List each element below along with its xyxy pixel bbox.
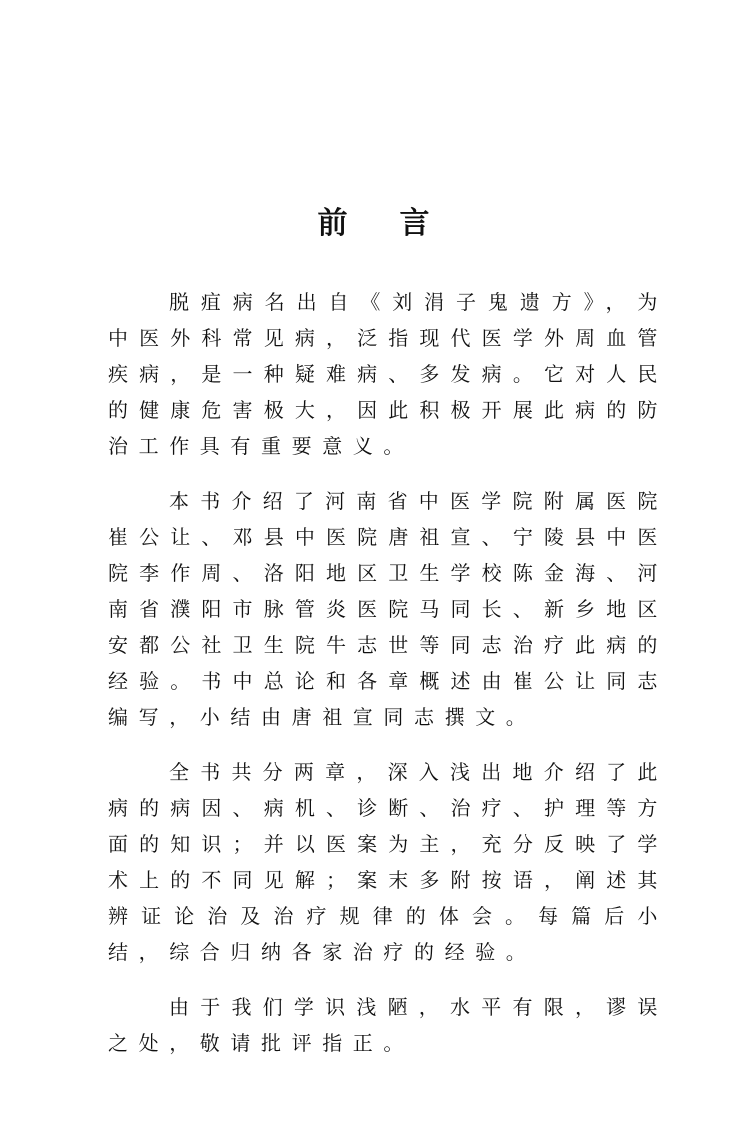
preface-body [108, 284, 668, 1080]
paragraph: 脱疽病名出自《刘涓子鬼遗方》，为中医外科常见病，泛指现代医学外周血管疾病，是一种疑难病、多发病。它对人民的健康危害极大，因此积极开展此病的防治工作具有重要意义。 [108, 290, 668, 458]
paragraph: 由于我们学识浅陋，水平有限，谬误之处，敬请批评指正。 [108, 995, 668, 1055]
paragraph: 全书共分两章，深入浅出地介绍了此病的病因、病机、诊断、治疗、护理等方面的知识；并以医案为主，充分反映了学术上的不同见解；案末多附按语，阐述其辨证论治及治疗规律的体会。每篇后小结，综合归纳各家治疗的经验。 [108, 760, 668, 964]
page-title: 前言 [317, 206, 482, 241]
paragraph: 本书介绍了河南省中医学院附属医院崔公让、邓县中医院唐祖宣、宁陵县中医院李作周、洛阳地区卫生学校陈金海、河南省濮阳市脉管炎医院马同长、新乡地区安都公社卫生院牛志世等同志治疗此病的经验。书中总论和各章概述由崔公让同志编写，小结由唐祖宣同志撰文。 [108, 489, 668, 729]
